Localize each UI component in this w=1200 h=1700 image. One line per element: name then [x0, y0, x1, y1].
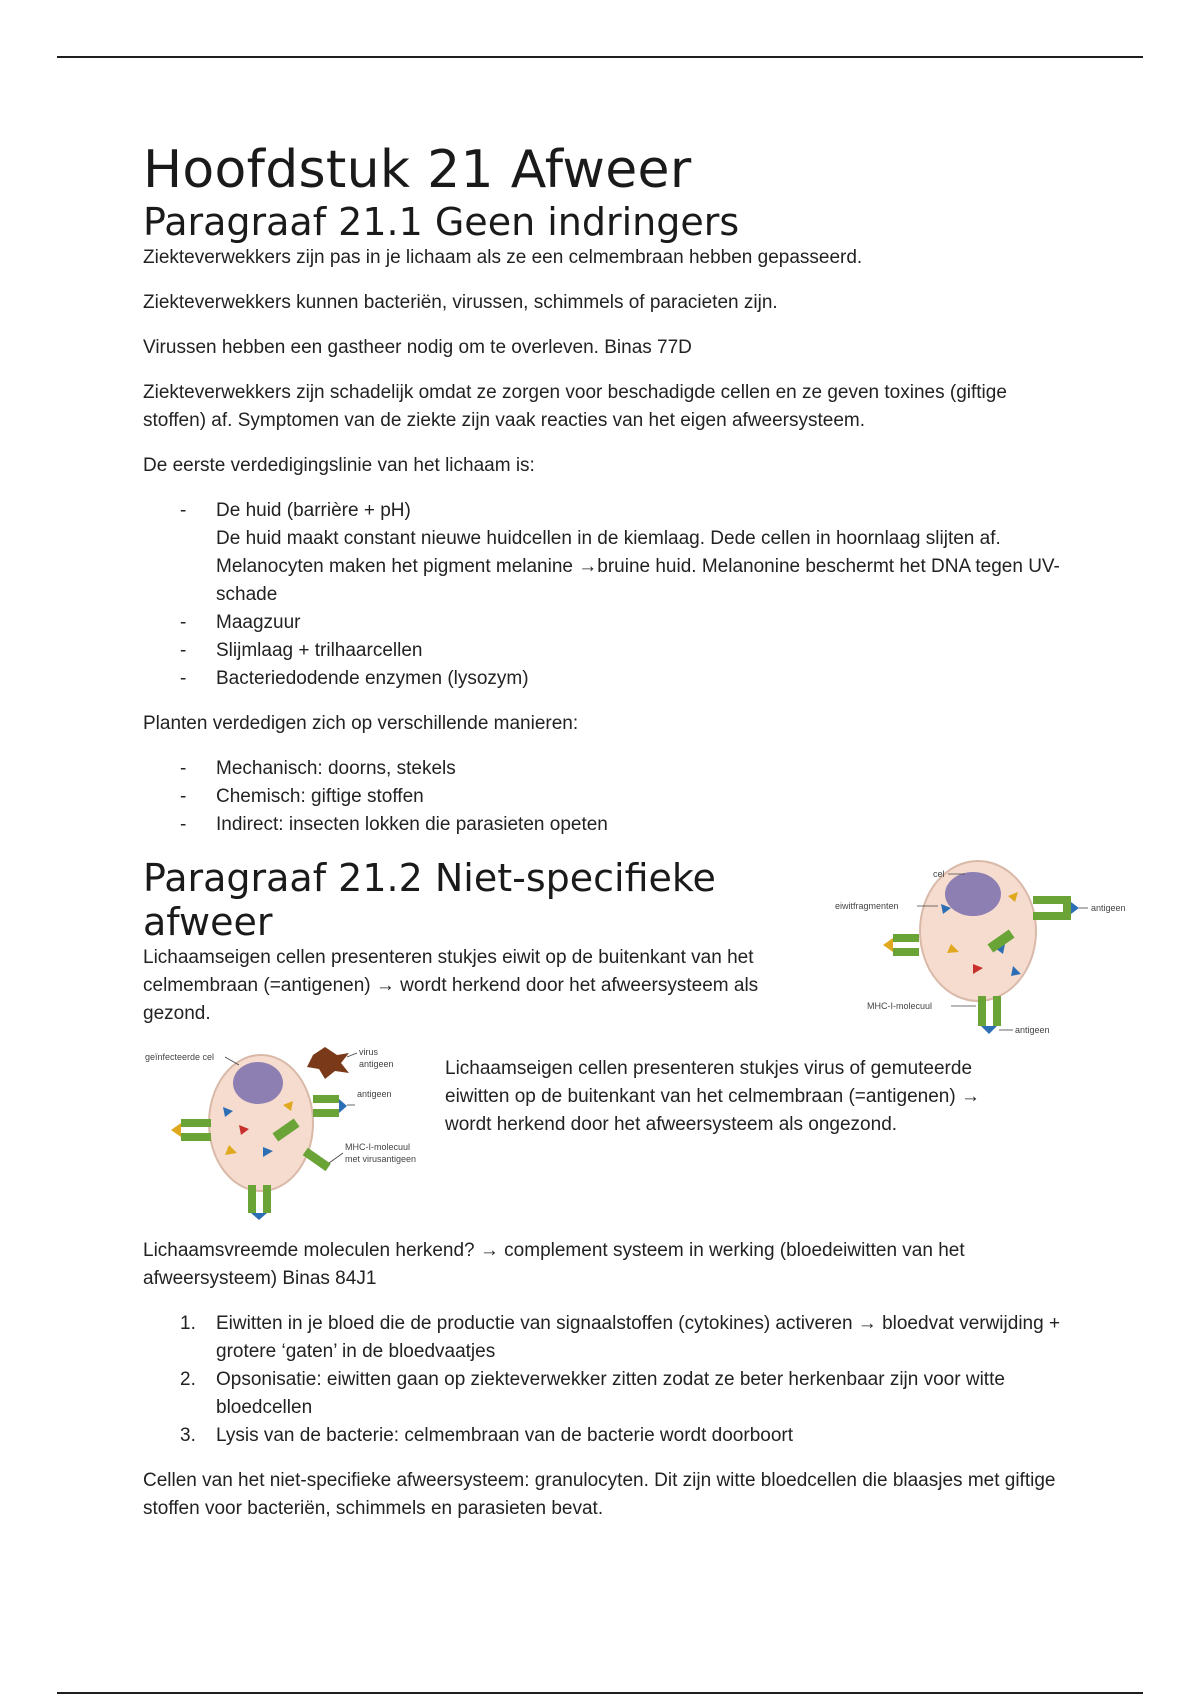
- list-item-text: Chemisch: giftige stoffen: [216, 786, 424, 807]
- plant-defense-list: [143, 755, 1073, 839]
- dash-bullet: -: [180, 500, 187, 521]
- antigen-marker: [339, 1099, 347, 1113]
- label-eiwitfragmenten: eiwitfragmenten: [835, 901, 899, 911]
- footer-rule: [57, 1692, 1143, 1694]
- label-infected-cell: geïnfecteerde cel: [145, 1052, 215, 1062]
- list-number: 3.: [180, 1425, 196, 1446]
- label-antigeen: antigeen: [1091, 903, 1126, 913]
- list-item: [143, 637, 1073, 665]
- list-number: 2.: [180, 1369, 196, 1390]
- paragraph: Lichaamseigen cellen presenteren stukjes eiwit op de buitenkant van het celmembraan (=antigenen) → wordt herkend door het afweersysteem als gezond.: [143, 947, 759, 1024]
- document-page: [143, 140, 1126, 1540]
- mhc-molecule: [1033, 912, 1063, 920]
- paragraph: Planten verdedigen zich op verschillende manieren:: [143, 713, 579, 734]
- paragraph: Lichaamseigen cellen presenteren stukjes virus of gemuteerde eiwitten op de buitenkant van het celmembraan (=antigenen) → wordt herkend door het afweersysteem als ongezond.: [445, 1058, 980, 1135]
- mhc-molecule: [303, 1148, 331, 1171]
- list-item-text: Mechanisch: doorns, stekels: [216, 758, 456, 779]
- dash-bullet: -: [180, 612, 187, 633]
- mhc-molecule: [313, 1095, 339, 1103]
- list-item: [143, 665, 1073, 693]
- virus-particle: [307, 1047, 349, 1079]
- skin-detail: Melanocyten maken het pigment melanine →bruine huid. Melanonine beschermt het DNA tegen UV-schade: [216, 556, 1060, 605]
- label-line: [329, 1153, 343, 1163]
- nucleus: [233, 1062, 283, 1104]
- header-rule: [57, 56, 1143, 58]
- list-item: [143, 1422, 1073, 1450]
- list-item: [143, 755, 1073, 783]
- section-heading-21-2: [143, 856, 813, 944]
- mhc-molecule: [1033, 896, 1063, 904]
- defense-list: [143, 497, 1073, 693]
- list-item: [143, 811, 1073, 839]
- paragraph: Ziekteverwekkers zijn schadelijk omdat ze zorgen voor beschadigde cellen en ze geven toxines (giftige stoffen) af. Symptomen van de ziekte zijn vaak reacties van het eigen afweersysteem.: [143, 382, 1007, 431]
- label-line: [225, 1057, 239, 1065]
- antigen-marker: [1071, 902, 1079, 914]
- mhc-molecule: [313, 1109, 339, 1117]
- list-item-text: Maagzuur: [216, 612, 301, 633]
- antigen-marker: [883, 938, 893, 952]
- heading-line: Paragraaf 21.2 Niet-specifieke: [143, 856, 716, 900]
- label-antigeen: antigeen: [1015, 1025, 1050, 1035]
- paragraph: Ziekteverwekkers kunnen bacteriën, virussen, schimmels of paracieten zijn.: [143, 292, 778, 313]
- paragraph: Cellen van het niet-specifieke afweersysteem: granulocyten. Dit zijn witte bloedcellen die blaasjes met giftige stoffen voor bacteriën, schimmels en parasieten bevat.: [143, 1470, 1056, 1519]
- label-mhc-molecule: MHC-I-molecuul: [867, 1001, 933, 1011]
- list-item-text: De huid (barrière + pH): [216, 500, 411, 521]
- complement-list: [143, 1310, 1073, 1450]
- list-item: [143, 1366, 1073, 1422]
- dash-bullet: -: [180, 786, 187, 807]
- label-cel: cel: [933, 869, 945, 879]
- dash-bullet: -: [180, 640, 187, 661]
- mhc-molecule: [993, 996, 1001, 1026]
- list-item: [143, 1310, 1073, 1366]
- list-item-text: Eiwitten in je bloed die de productie van signaalstoffen (cytokines) activeren → bloedvat verwijding + grotere ‘gaten’ in de bloedvaatjes: [216, 1313, 1061, 1362]
- healthy-cell-mhc-diagram: [823, 856, 1143, 1056]
- list-item-text: Indirect: insecten lokken die parasieten opeten: [216, 814, 608, 835]
- mhc-molecule: [181, 1119, 211, 1127]
- infected-cell-diagram: [143, 1045, 443, 1220]
- infected-cell-row: [143, 1045, 1073, 1220]
- skin-detail: De huid maakt constant nieuwe huidcellen in de kiemlaag. Dede cellen in hoornlaag slijten af.: [216, 528, 1001, 549]
- list-item-text: Bacteriedodende enzymen (lysozym): [216, 668, 529, 689]
- paragraph: Lichaamsvreemde moleculen herkend? → complement systeem in werking (bloedeiwitten van het afweersysteem) Binas 84J1: [143, 1240, 965, 1289]
- list-item-text: Lysis van de bacterie: celmembraan van de bacterie wordt doorboort: [216, 1425, 793, 1446]
- label-virus-antigen: antigeen: [359, 1059, 394, 1069]
- mhc-molecule: [263, 1185, 271, 1213]
- page-title: Hoofdstuk 21 Afweer: [143, 140, 692, 200]
- dash-bullet: -: [180, 814, 187, 835]
- section-heading-21-1: Paragraaf 21.1 Geen indringers: [143, 200, 740, 244]
- dash-bullet: -: [180, 668, 187, 689]
- mhc-molecule: [893, 948, 919, 956]
- paragraph: Ziekteverwekkers zijn pas in je lichaam als ze een celmembraan hebben gepasseerd.: [143, 247, 863, 268]
- label-mhc-virus-2: met virusantigeen: [345, 1154, 417, 1164]
- list-item-text: Opsonisatie: eiwitten gaan op ziekteverwekker zitten zodat ze beter herkenbaar zijn voor witte bloedcellen: [216, 1369, 1005, 1418]
- list-item: [143, 609, 1073, 637]
- label-virus: virus: [359, 1047, 379, 1057]
- mhc-molecule: [1063, 896, 1071, 920]
- section-21-2: [143, 856, 1126, 1523]
- label-mhc-virus-1: MHC-I-molecuul: [345, 1142, 411, 1152]
- antigen-marker: [251, 1213, 267, 1220]
- dash-bullet: -: [180, 758, 187, 779]
- section-21-2-text: [143, 856, 813, 1028]
- mhc-molecule: [978, 996, 986, 1026]
- paragraph: Virussen hebben een gastheer nodig om te overleven. Binas 77D: [143, 337, 692, 358]
- paragraph: De eerste verdedigingslinie van het lichaam is:: [143, 455, 535, 476]
- list-number: 1.: [180, 1313, 196, 1334]
- antigen-marker: [171, 1123, 181, 1137]
- list-item: [143, 783, 1073, 811]
- mhc-molecule: [181, 1133, 211, 1141]
- antigen-marker: [981, 1026, 997, 1034]
- label-antigeen: antigeen: [357, 1089, 392, 1099]
- heading-line: afweer: [143, 900, 273, 944]
- mhc-molecule: [893, 934, 919, 942]
- nucleus: [945, 872, 1001, 916]
- list-item-text: Slijmlaag + trilhaarcellen: [216, 640, 423, 661]
- list-item: [143, 497, 1073, 609]
- mhc-molecule: [248, 1185, 256, 1213]
